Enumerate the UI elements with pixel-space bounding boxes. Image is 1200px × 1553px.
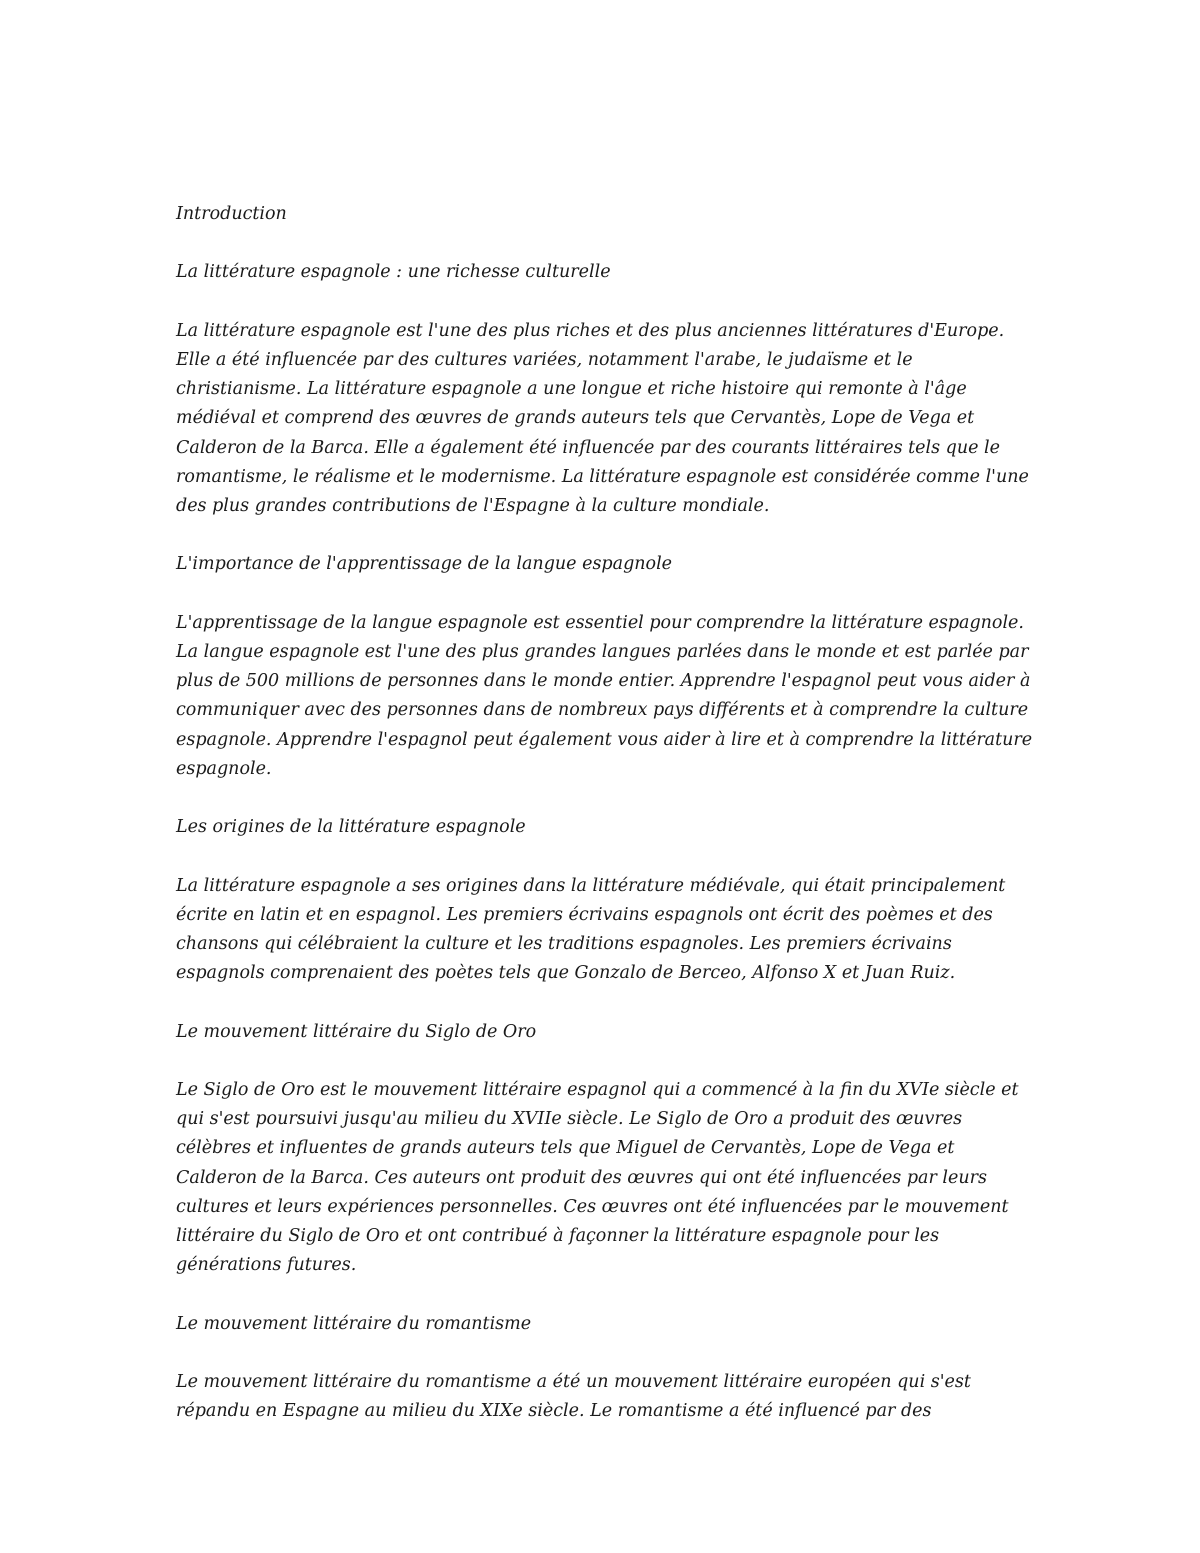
section-body-origines: La littérature espagnole a ses origines dans la littérature médiévale, qui était principalement écrite en latin et en espagnol. Les premiers écrivains espagnols ont écrit des poèmes et des chansons qui célébraient la culture et les traditions espagnoles. Les premiers écrivains espagnols comprenaient des poètes tels que Gonzalo de Berceo, Alfonso X et Juan Ruiz. (176, 875, 1006, 984)
section-body-richesse: La littérature espagnole est l'une des plus riches et des plus anciennes littératures d'Europe. Elle a été influencée par des cultures variées, notamment l'arabe, le judaïsme et le christianisme. La littérature espagnole a une longue et riche histoire qui remonte à l'âge médiéval et comprend des œuvres de grands auteurs tels que Cervantès, Lope de Vega et Calderon de la Barca. Elle a également été influencée par des courants littéraires tels que le romantisme, le réalisme et le modernisme. La littérature espagnole est considérée comme l'une des plus grandes contributions de l'Espagne à la culture mondiale. (176, 320, 1029, 516)
section-title-romantisme: Le mouvement littéraire du romantisme (176, 1313, 532, 1334)
document-body (176, 200, 1036, 1456)
section-title-origines: Les origines de la littérature espagnole (176, 817, 526, 838)
section-body-romantisme: Le mouvement littéraire du romantisme a été un mouvement littéraire européen qui s'est répandu en Espagne au milieu du XIXe siècle. Le romantisme a été influencé par des (176, 1371, 971, 1422)
section-title-richesse: La littérature espagnole : une richesse culturelle (176, 262, 611, 283)
section-title-siglo-de-oro: Le mouvement littéraire du Siglo de Oro (176, 1021, 537, 1042)
section-body-siglo-de-oro: Le Siglo de Oro est le mouvement littéraire espagnol qui a commencé à la fin du XVIe siècle et qui s'est poursuivi jusqu'au milieu du XVIIe siècle. Le Siglo de Oro a produit des œuvres célèbres et influentes de grands auteurs tels que Miguel de Cervantès, Lope de Vega et Calderon de la Barca. Ces auteurs ont produit des œuvres qui ont été influencées par leurs cultures et leurs expériences personnelles. Ces œuvres ont été influencées par le mouvement littéraire du Siglo de Oro et ont contribué à façonner la littérature espagnole pour les générations futures. (176, 1079, 1019, 1276)
section-title-apprentissage: L'importance de l'apprentissage de la langue espagnole (176, 554, 673, 575)
document-heading: Introduction (176, 204, 287, 224)
section-body-apprentissage: L'apprentissage de la langue espagnole est essentiel pour comprendre la littérature espagnole. La langue espagnole est l'une des plus grandes langues parlées dans le monde et est parlée par plus de 500 millions de personnes dans le monde entier. Apprendre l'espagnol peut vous aider à communiquer avec des personnes dans de nombreux pays différents et à comprendre la culture espagnole. Apprendre l'espagnol peut également vous aider à lire et à comprendre la littérature espagnole. (176, 612, 1033, 779)
